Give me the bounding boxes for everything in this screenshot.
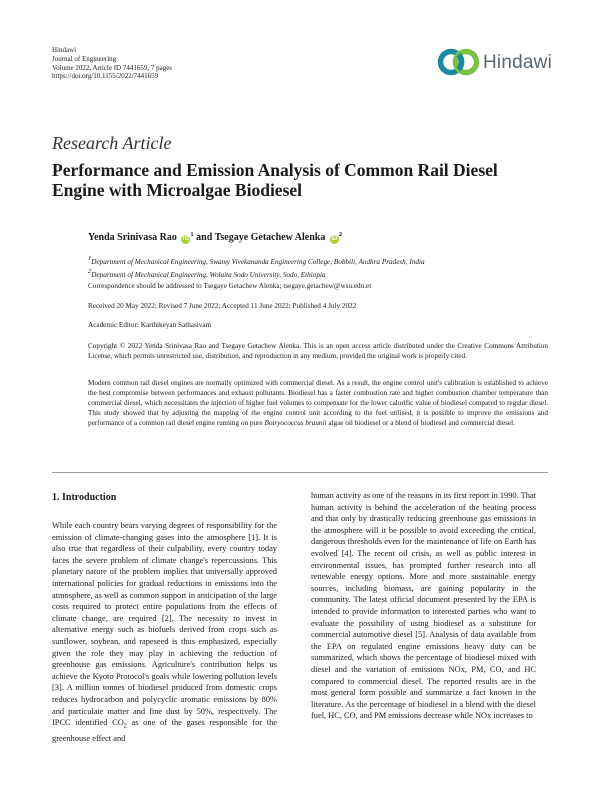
abstract-text-end: algae oil biodiesel or a blend of biodiesel and commercial diesel. bbox=[326, 418, 515, 427]
body-column-left bbox=[52, 520, 277, 745]
paragraph-text-end: as one of the gases responsible for the greenhouse effect and bbox=[52, 718, 277, 744]
journal-meta bbox=[52, 46, 172, 81]
subscript: 2 bbox=[123, 723, 127, 730]
academic-editor: Academic Editor: Karthikeyan Sathasivam bbox=[88, 321, 212, 329]
abstract bbox=[88, 379, 548, 429]
article-dates: Received 20 May 2022; Revised 7 June 2022; Accepted 11 June 2022; Published 4 July 2022 bbox=[88, 302, 357, 310]
orcid-icon[interactable]: iD bbox=[182, 236, 189, 242]
orcid-icon[interactable]: iD bbox=[331, 236, 338, 242]
paragraph-text: human activity as one of the reasons in its first report in 1990. That human activity is behind the acceleration of the heating process and that only by drastically reducing greenhouse gas emissions in the atmosphere will it be possible to avoid exceeding the critical, dangerous thresholds even for the maintenance of life on Earth has evolved [4]. The recent oil crisis, as well as public interest in environmental issues, has prompted further research into all renewable energy options. More and more sustainable energy sources, including biomass, are gaining popularity in the community. The latest official document presented by the EPA is intended to provide information to interested parties who want to evaluate the possibility of using biodiesel as a substitute for commercial automotive diesel [5]. Analysis of data available from the EPA on regulated engine emissions heavy duty can be summarized, which shows the percentage of biodiesel mixed with diesel and the variation of emissions NOx, PM, CO, and HC compared to commercial diesel. The reported results are in the most general form possible and summarize a fact known in the literature. As the percentage of biodiesel in a blend with the diesel fuel, HC, CO, and PM emissions decrease while NOx increases to bbox=[311, 491, 536, 721]
abstract-text: Modern common rail diesel engines are normally optimized with commercial diesel. As a result, the engine control unit's calibration is established to achieve the best compromise between performances and exhaust pollutants. Biodiesel has a faster combustion rate and higher combustion chamber temperature than commercial diesel, which necessitates the injection of higher fuel volumes to compensate for the lower calorific value of biodiesel compared to regular diesel. This study showed that by adjusting the mapping of the engine control unit according to the fuel utilised, it is possible to improve the emissions and performance of a common rail diesel engine running on pure bbox=[88, 379, 548, 427]
affiliation-marker: 2 bbox=[338, 231, 343, 238]
author-line bbox=[88, 231, 342, 244]
affiliation-number: 2 bbox=[88, 268, 92, 276]
article-type: Research Article bbox=[52, 133, 172, 153]
affiliation-number: 1 bbox=[88, 255, 92, 262]
paper-title: Performance and Emission Analysis of Common Rail Diesel Engine with Microalgae Biodiesel bbox=[52, 160, 498, 200]
author-name[interactable]: Yenda Srinivasa Rao bbox=[88, 232, 177, 243]
species-name: Botryococcus braunii bbox=[264, 418, 327, 427]
publisher-name: Hindawi bbox=[52, 46, 77, 54]
journal-name: Journal of Engineering bbox=[52, 54, 117, 63]
hindawi-logo bbox=[436, 46, 556, 78]
body-column-right bbox=[311, 490, 536, 722]
doi-link[interactable]: https://doi.org/10.1155/2022/7441659 bbox=[52, 72, 159, 81]
author-conjunction: and bbox=[196, 232, 213, 243]
section-heading: 1. Introduction bbox=[52, 492, 117, 503]
author-name[interactable]: Tsegaye Getachew Alenka bbox=[214, 232, 326, 243]
copyright-notice: Copyright © 2022 Yenda Srinivasa Rao and Tsegaye Getachew Alenka. This is an open access article distributed under the Creative Commons Attribution License, which permits unrestricted use, distribution, and reproduction in any medium, provided the original work is properly cited. bbox=[88, 342, 548, 361]
affiliation-item bbox=[88, 267, 425, 280]
correspondence: Correspondence should be addressed to Tsegaye Getachew Alenka; tsegaye.getachew@wsu.edu.et bbox=[88, 282, 372, 290]
hindawi-logo-icon bbox=[436, 46, 482, 78]
affiliation-item bbox=[88, 254, 425, 267]
section-divider bbox=[52, 472, 548, 473]
volume-line: Volume 2022, Article ID 7441659, 7 pages bbox=[52, 63, 173, 72]
affiliation-marker: 1 bbox=[190, 231, 194, 238]
logo-text: Hindawi bbox=[483, 52, 552, 73]
affiliation-text: Department of Mechanical Engineering, Swamy Vivekananda Engineering College, Bobbili, Andhra Pradesh, India bbox=[91, 258, 425, 266]
affiliations bbox=[88, 254, 425, 280]
paragraph-text: While each country bears varying degrees of responsibility for the emission of climate-changing gases into the atmosphere [1]. It is also true that regardless of their culpability, every country today faces the severe problem of climate change's repercussions. This planetary nature of the problem implies that universally approved international policies for gradual reductions in emissions into the atmosphere, as well as common support in anticipation of the large costs required to protect entire populations from the effects of climate change, are required [2]. The necessity to invest in alternative energy such as biofuels derived from crops such as sunflower, soybean, and rapeseed is thus emphasized, especially given the role they may play in achieving the reduction of greenhouse gas emissions. Agriculture's contribution helps us achieve the Kyoto Protocol's goals while lowering pollution levels [3]. A million tonnes of biodiesel produced from domestic crops reduces hydrocarbon and polycyclic aromatic emissions by 80% and particulate matter and fine dust by 50%, respectively. The IPCC identified CO bbox=[52, 521, 277, 728]
affiliation-text: Department of Mechanical Engineering, Wolaita Sodo University, Sodo, Ethiopia bbox=[91, 271, 326, 280]
